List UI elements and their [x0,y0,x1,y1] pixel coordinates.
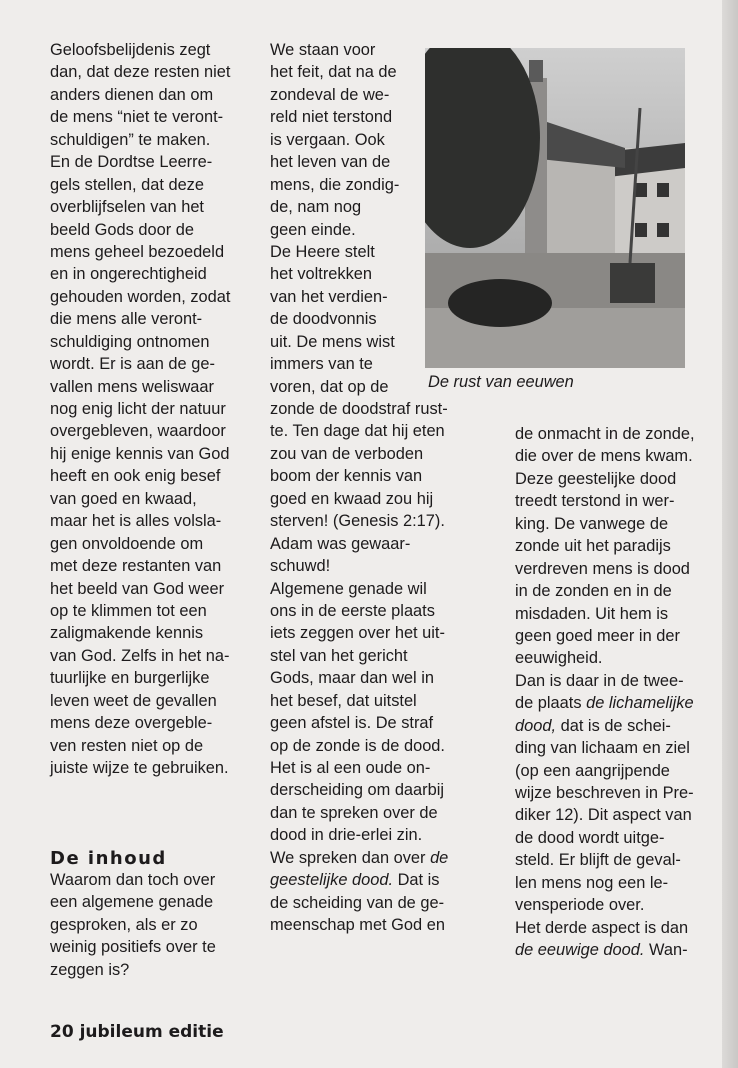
text-line: een algemene genade [50,893,214,912]
text-line: op te klimmen tot een [50,601,207,620]
text-line: Algemene genade wil [270,579,427,598]
text-line: (op een aangrijpende [515,761,670,780]
text-line: Het is al een oude on- [270,759,431,777]
text-line: ven resten niet op de [50,736,204,755]
text-line: de, nam nog [270,198,362,217]
text-line: immers van te [270,355,373,374]
text-line: te. Ten dage dat hij eten [270,422,445,441]
church-photo [425,48,685,368]
text-line: van God. Zelfs in het na- [50,646,230,665]
text-line: Het derde aspect is dan [515,918,689,937]
text-line: wordt. Er is aan de ge- [50,355,215,374]
text-line: van het verdien- [270,287,388,306]
text-line: het leven van de [270,153,391,172]
text-line: hij enige kennis van God [50,444,230,463]
text-line: in de zonden en in de [515,582,672,601]
text-line: mens deze overgeble- [50,714,213,733]
italic-text: geestelijke dood. [270,871,394,890]
text-line: die over de mens kwam. [515,447,693,466]
text-line: gels stellen, dat deze [50,175,204,194]
page-edge [722,0,738,1068]
text-line [515,939,695,961]
text-line: overblijfselen van het [50,198,204,217]
italic-text: dood, [515,716,557,735]
text-line: overgebleven, waardoor [50,422,226,441]
text-line: tuurlijke en burgerlijke [50,669,210,688]
text-line: De Heere stelt [270,242,375,261]
text-line: voren, dat op de [270,377,389,396]
text-line: de dood wordt uitge- [515,828,665,847]
text-segment: Wan- [644,941,688,960]
photo-caption: De rust van eeuwen [428,373,574,391]
text-line: king. De vanwege de [515,514,669,533]
text-line: zonde de doodstraf rust- [270,400,448,418]
text-line: maar het is alles volsla- [50,512,222,531]
text-line: vallen mens weliswaar [50,377,214,396]
text-segment: de plaats [515,694,587,713]
page-footer: 20 jubileum editie [50,1022,224,1042]
text-line: zondeval de we- [270,85,390,104]
text-line [515,692,695,714]
text-line: ding van lichaam en ziel [515,739,690,758]
text-line: die mens alle veront- [50,310,203,329]
text-line: de mens “niet te veront- [50,108,224,127]
text-line: ons in de eerste plaats [270,601,435,620]
text-line: geen goed meer in der [515,626,680,645]
text-line: nog enig licht der natuur [50,400,226,418]
text-line [270,869,448,891]
text-line: het besef, dat uitstel [270,691,417,710]
italic-text: de [430,848,449,867]
text-line: len mens nog een le- [515,873,669,892]
text-line: We staan voor [270,41,376,59]
text-segment: dat is de schei- [556,716,671,735]
text-line: stel van het gericht [270,646,408,665]
text-line: geen einde. [270,220,356,239]
text-line: Dan is daar in de twee- [515,671,684,690]
text-line: de doodvonnis [270,310,377,329]
text-line: juiste wijze te gebruiken. [50,759,229,777]
text-line: iets zeggen over het uit- [270,624,445,643]
text-line: is vergaan. Ook [270,130,385,149]
text-line: diker 12). Dit aspect van [515,806,692,825]
text-line: En de Dordtse Leerre- [50,153,213,172]
text-line: vensperiode over. [515,896,645,915]
text-line: het feit, dat na de [270,63,397,82]
text-line: boom der kennis van [270,467,423,486]
text-line: schuldiging ontnomen [50,332,210,351]
text-line: zaligmakende kennis [50,624,204,643]
italic-text: de lichamelijke [586,694,694,713]
text-line [515,715,695,737]
text-line: zeggen is? [50,960,130,979]
text-line: Deze geestelijke dood [515,469,677,488]
text-line: leven weet de gevallen [50,691,217,710]
text-column-1-continued [50,869,216,981]
text-column-1 [50,39,230,779]
italic-text: de eeuwige dood. [515,941,645,960]
text-line: de scheiding van de ge- [270,893,445,912]
text-column-2 [270,39,448,937]
text-line: dan, dat deze resten niet [50,63,231,82]
text-line: met deze restanten van [50,557,222,576]
text-line: en in ongerechtigheid [50,265,207,284]
text-line: gen onvoldoende om [50,534,204,553]
text-line: wijze beschreven in Pre- [515,784,694,802]
text-line: Waarom dan toch over [50,871,216,889]
text-line: heeft en ook enig besef [50,467,221,486]
text-line: op de zonde is de dood. [270,736,445,755]
text-line: gesproken, als er zo [50,915,198,934]
text-line: zonde uit het paradijs [515,537,671,556]
text-line: schuldigen” te maken. [50,130,211,149]
text-line: Adam was gewaar- [270,534,411,553]
text-line: de onmacht in de zonde, [515,425,695,443]
text-line: anders dienen dan om [50,85,214,104]
text-line: derscheiding om daarbij [270,781,445,800]
text-line: zou van de verboden [270,444,424,463]
text-line: schuwd! [270,557,331,576]
text-line: van goed en kwaad, [50,489,197,508]
text-line: treedt terstond in wer- [515,492,675,511]
section-heading: De inhoud [50,848,167,869]
text-line: mens geheel bezoedeld [50,242,225,261]
text-line: reld niet terstond [270,108,393,127]
text-line: uit. De mens wist [270,332,395,351]
text-line: het voltrekken [270,265,373,284]
text-column-3 [515,423,695,962]
text-line: weinig positiefs over te [50,938,216,957]
text-line: Gods, maar dan wel in [270,669,434,688]
text-line: beeld Gods door de [50,220,194,239]
text-line: Geloofsbelijdenis zegt [50,41,211,59]
text-line: verdreven mens is dood [515,559,690,578]
text-line: dan te spreken over de [270,803,438,822]
text-line [270,847,448,869]
text-line: geen afstel is. De straf [270,714,434,733]
text-line: steld. Er blijft de geval- [515,851,681,870]
text-line: het beeld van God weer [50,579,225,598]
text-line: goed en kwaad zou hij [270,489,434,508]
text-segment: Dat is [393,871,440,890]
text-line: dood in drie-erlei zin. [270,826,423,845]
text-line: gehouden worden, zodat [50,287,231,306]
text-line: sterven! (Genesis 2:17). [270,512,445,531]
text-line: meenschap met God en [270,916,445,935]
text-line: mens, die zondig- [270,175,400,194]
text-line: eeuwigheid. [515,649,603,668]
text-line: misdaden. Uit hem is [515,604,669,623]
text-segment: We spreken dan over [270,848,431,867]
